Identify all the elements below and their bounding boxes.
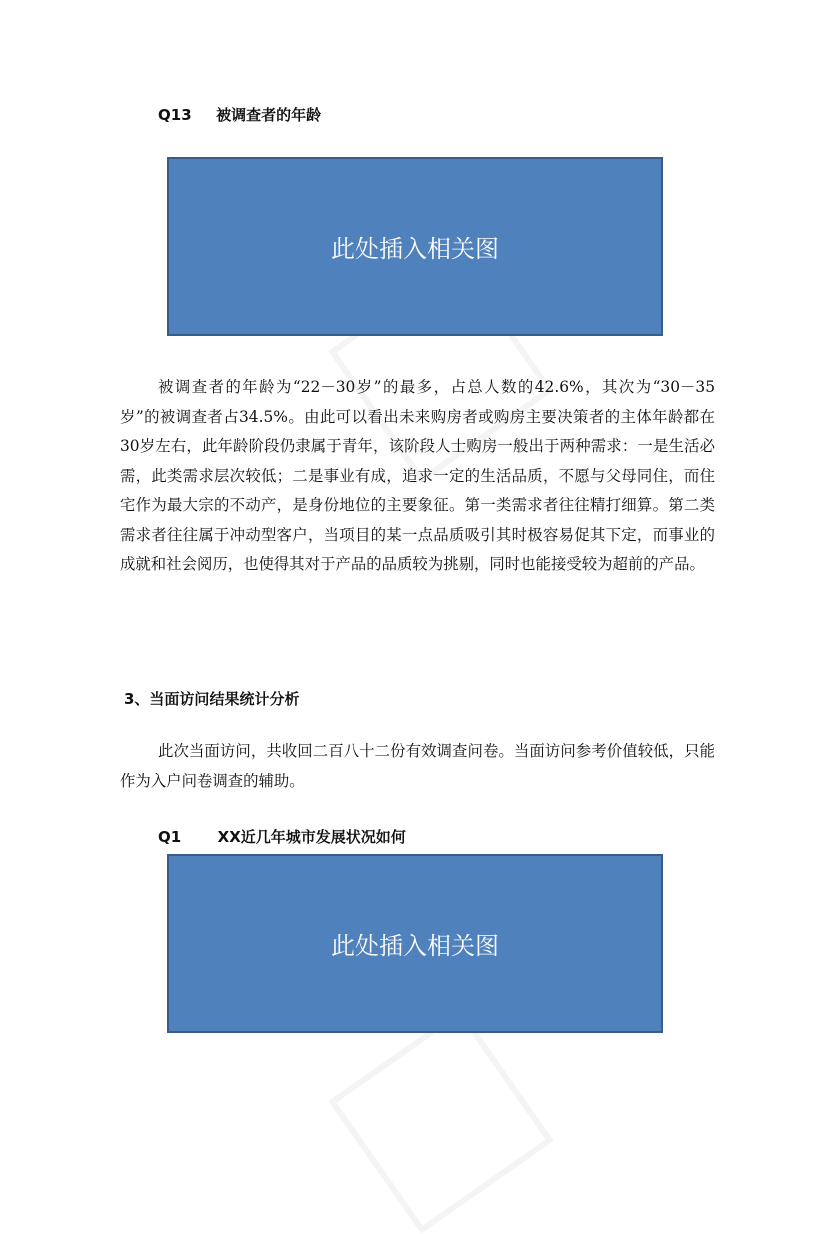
q13-title: 被调查者的年龄 (216, 106, 322, 124)
figure-placeholder-2-label: 此处插入相关图 (331, 932, 499, 960)
figure-placeholder-1 (167, 157, 663, 336)
interview-summary-paragraph: 此次当面访问，共收回二百八十二份有效调查问卷。当面访问参考价值较低，只能作为入户问卷调查的辅助。 (120, 742, 715, 790)
q1-title: XX近几年城市发展状况如何 (217, 828, 406, 846)
section-3-heading: 3、当面访问结果统计分析 (124, 690, 300, 708)
q13-number: Q13 (158, 106, 192, 124)
age-analysis-paragraph: 被调查者的年龄为“22－30岁”的最多，占总人数的42.6%，其次为“30－35岁”的被调查者占34.5%。由此可以看出未来购房者或购房主要决策者的主体年龄都在30岁左右，此年龄阶段仍隶属于青年，该阶段人士购房一般出于两种需求：一是生活必需，此类需求层次较低；二是事业有成，追求一定的生活品质，不愿与父母同住，而住宅作为最大宗的不动产，是身份地位的主要象征。第一类需求者往往精打细算。第二类需求者往往属于冲动型客户，当项目的某一点品质吸引其时极容易促其下定，而事业的成就和社会阅历，也使得其对于产品的品质较为挑剔，同时也能接受较为超前的产品。 (120, 378, 715, 573)
figure-placeholder-1-label: 此处插入相关图 (331, 235, 499, 263)
watermark (328, 1008, 554, 1234)
q13-heading (158, 104, 321, 125)
q1-number: Q1 (158, 828, 182, 846)
figure-placeholder-2 (167, 854, 663, 1033)
q1-heading (158, 826, 406, 847)
